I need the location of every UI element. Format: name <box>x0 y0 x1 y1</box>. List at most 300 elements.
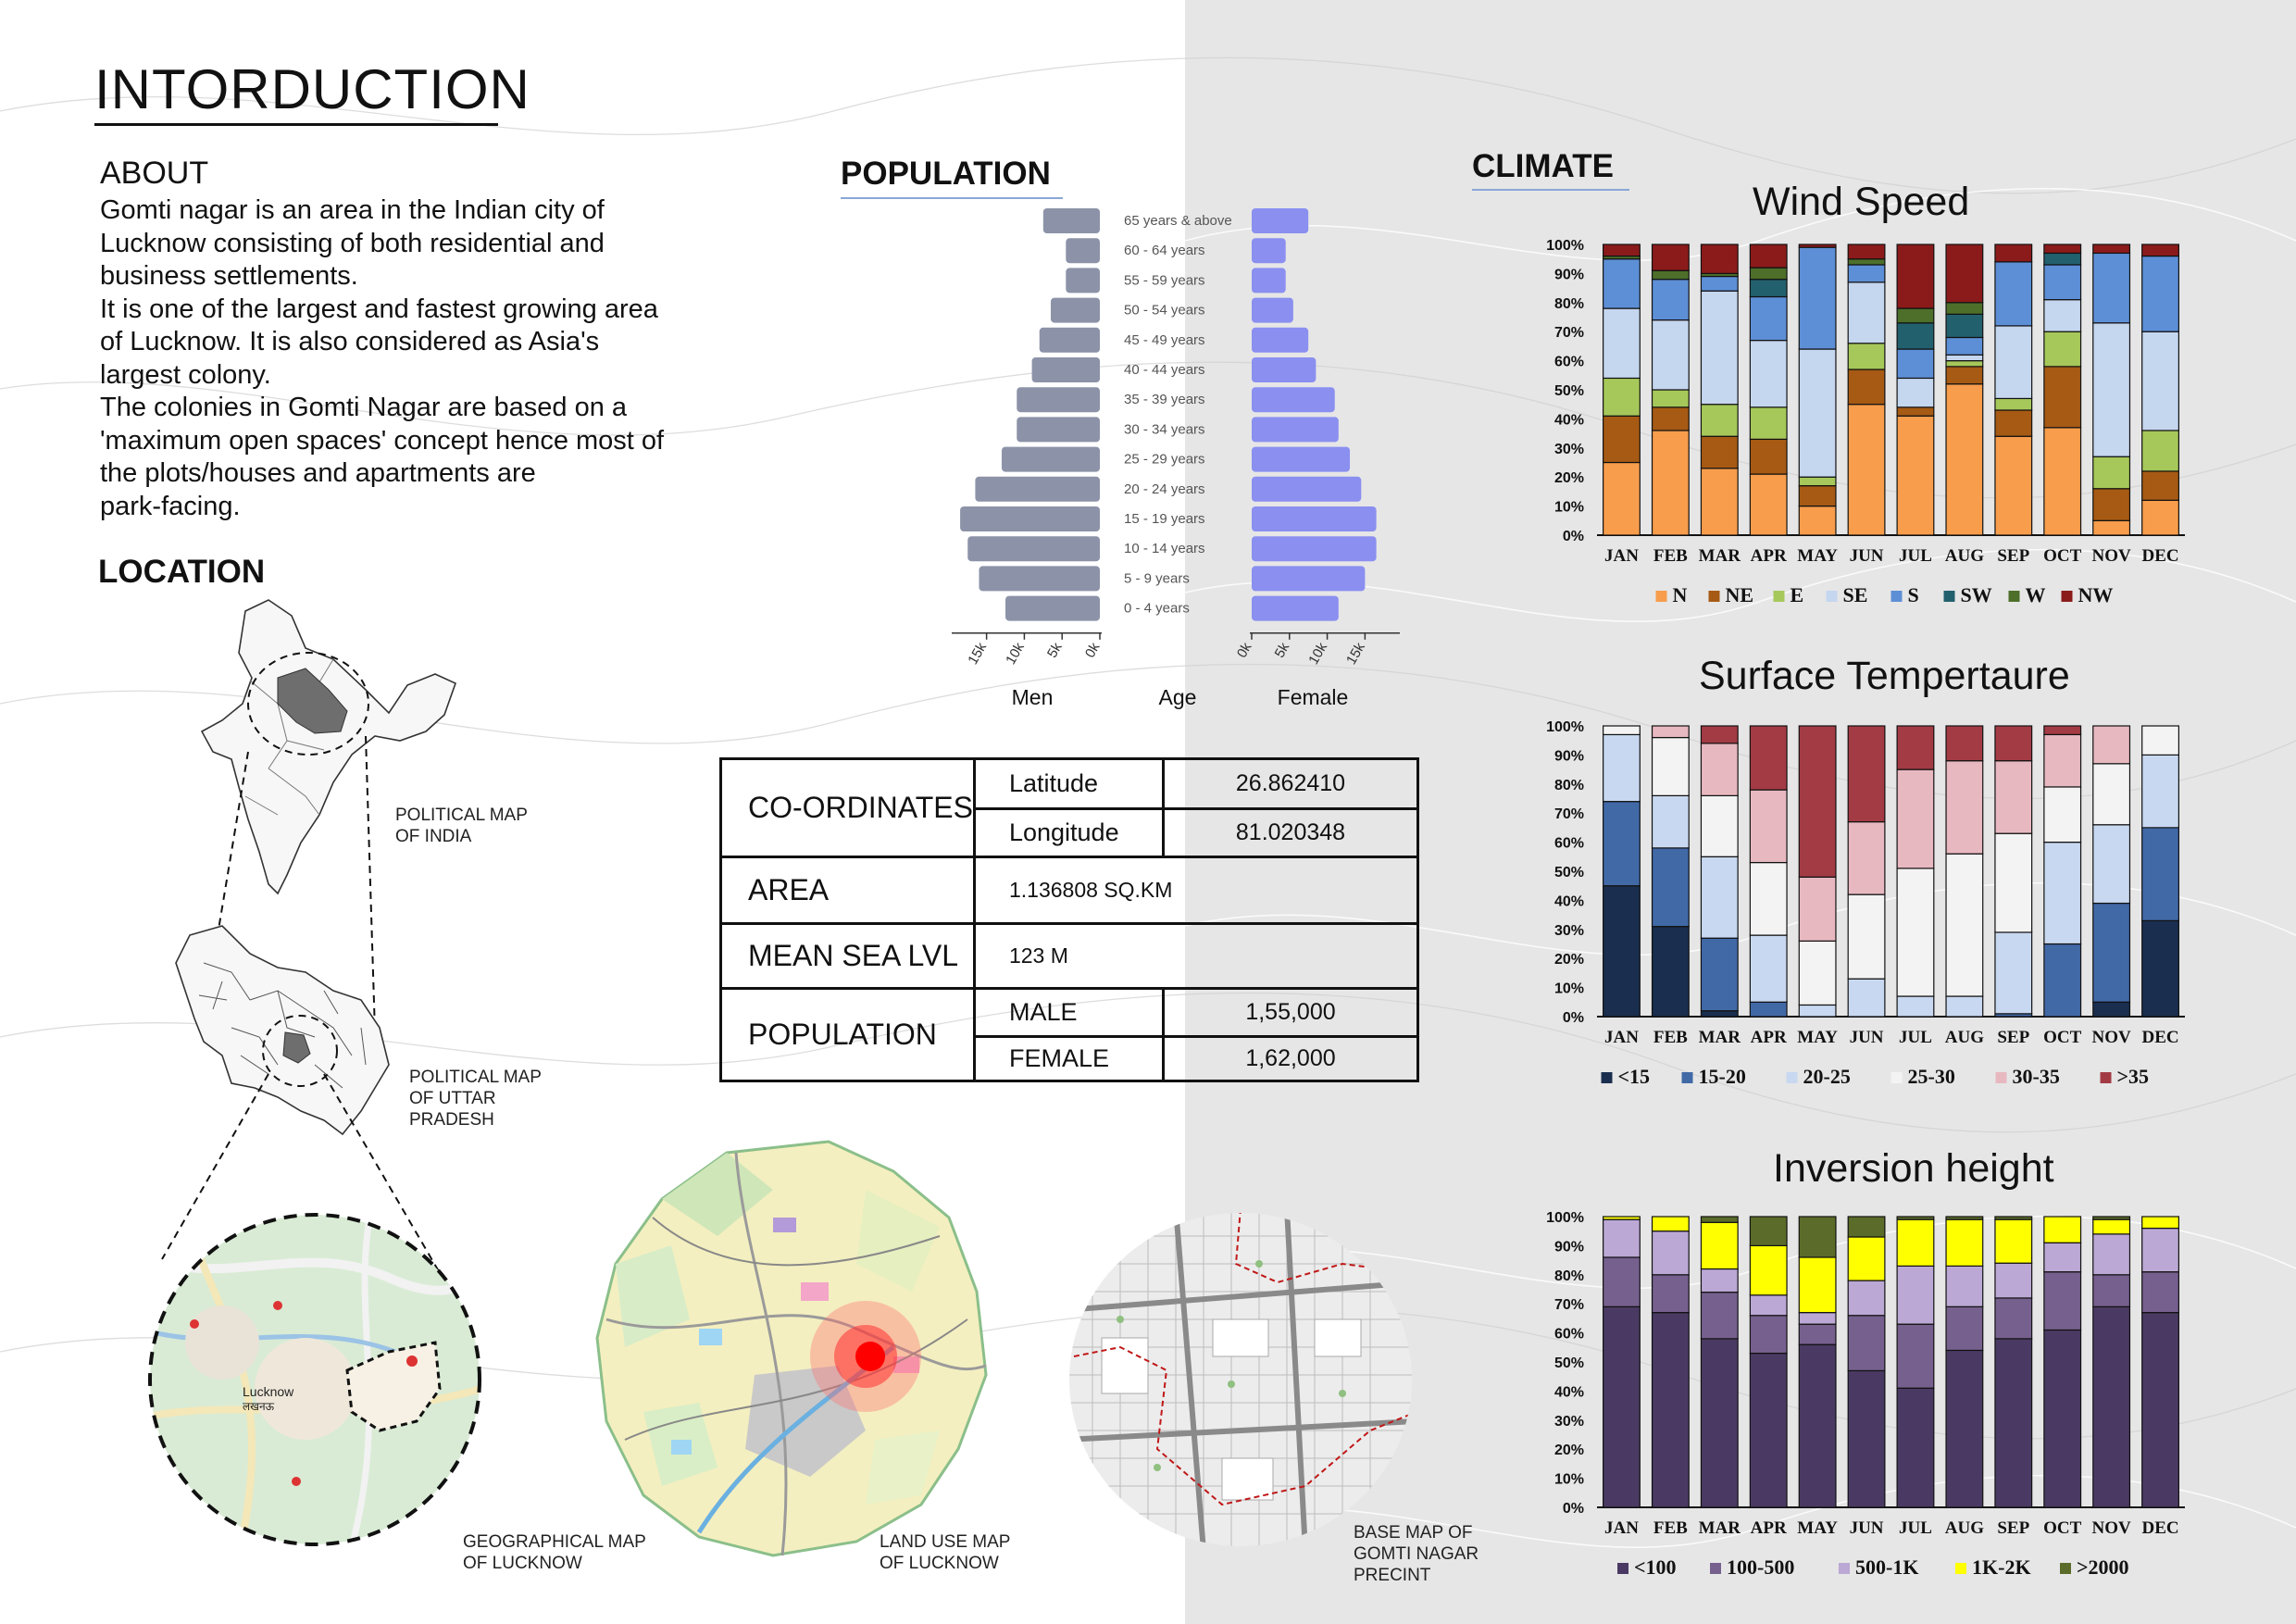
bar-segment <box>1946 726 1983 761</box>
bar-segment <box>1848 259 1885 265</box>
bar-segment <box>2142 1229 2179 1272</box>
bar-segment <box>1603 1219 1641 1257</box>
x-tick-label: MAR <box>1698 1028 1741 1047</box>
y-tick-label: 20% <box>1554 1443 1584 1459</box>
area-value: 1.136808 SQ.KM <box>974 857 1417 924</box>
bar-segment <box>1897 1266 1934 1324</box>
bar-segment <box>1701 938 1738 1011</box>
about-line: Lucknow consisting of both residential and <box>100 228 605 258</box>
bar-segment <box>1701 291 1738 404</box>
bar-segment <box>1897 1217 1934 1219</box>
bar-segment <box>1897 1219 1934 1266</box>
x-tick-label: OCT <box>2043 1518 2082 1538</box>
x-tick-label: SEP <box>1997 1028 2030 1047</box>
bar-segment <box>1750 407 1787 440</box>
about-paragraph <box>100 194 693 523</box>
x-tick-label: APR <box>1750 546 1787 566</box>
legend-swatch <box>1656 591 1667 602</box>
base-map-image <box>1065 1208 1416 1551</box>
bar-segment <box>1897 1388 1934 1507</box>
legend-label: NW <box>2078 583 2114 606</box>
x-tick-label: JAN <box>1603 546 1639 566</box>
label-land-use-map: LAND USE MAP OF LUCKNOW <box>880 1532 1011 1573</box>
bar-segment <box>2044 734 2081 787</box>
bar-segment <box>1799 1257 1836 1313</box>
bar-segment <box>1897 726 1934 769</box>
bar-segment <box>1750 244 1787 268</box>
bar-segment <box>1995 833 2032 932</box>
bar-segment <box>2142 471 2179 500</box>
bar-segment <box>1995 244 2032 262</box>
bar-segment <box>1848 822 1885 895</box>
latitude-label: Latitude <box>974 759 1163 809</box>
mean-sea-level-label: MEAN SEA LVL <box>721 924 975 989</box>
bar-segment <box>2044 1330 2081 1507</box>
bar-segment <box>1946 355 1983 360</box>
surface-temperature-title: Surface Tempertaure <box>1699 654 2070 698</box>
men-bar <box>975 477 1100 502</box>
legend-label: 30-35 <box>2012 1065 2060 1088</box>
population-label: POPULATION <box>721 989 975 1081</box>
bar-segment <box>2142 1272 2179 1313</box>
bar-segment <box>1799 1324 1836 1344</box>
about-line: business settlements. <box>100 261 358 291</box>
bar-segment <box>1848 1316 1885 1371</box>
bar-segment <box>1701 1217 1738 1222</box>
legend-swatch <box>1955 1563 1966 1574</box>
bar-segment <box>1653 795 1690 848</box>
bar-segment <box>1897 378 1934 406</box>
bar-segment <box>1603 1257 1641 1306</box>
bar-segment <box>1701 1269 1738 1293</box>
men-tick-label: 0k <box>1081 640 1104 661</box>
bar-segment <box>1603 734 1641 801</box>
bar-segment <box>1603 726 1641 734</box>
female-bar <box>1252 208 1308 233</box>
bar-segment <box>2142 726 2179 755</box>
bar-segment <box>2093 904 2130 1003</box>
bar-segment <box>2093 253 2130 322</box>
legend-label: 25-30 <box>1907 1065 1955 1088</box>
bar-segment <box>1701 743 1738 796</box>
bar-segment <box>1603 378 1641 416</box>
bar-segment <box>1653 280 1690 320</box>
bar-segment <box>2093 244 2130 253</box>
x-tick-label: AUG <box>1944 546 1984 566</box>
y-tick-label: 10% <box>1554 499 1584 516</box>
x-tick-label: APR <box>1750 1518 1787 1538</box>
bar-segment <box>2142 755 2179 828</box>
y-tick-label: 70% <box>1554 325 1584 342</box>
bar-segment <box>1946 303 1983 315</box>
y-tick-label: 90% <box>1554 1239 1584 1255</box>
area-label: AREA <box>721 857 975 924</box>
bar-segment <box>1995 1339 2032 1507</box>
page-title: INTORDUCTION <box>94 58 530 120</box>
bar-segment <box>2093 489 2130 521</box>
men-bar <box>1066 268 1100 293</box>
men-bar <box>967 536 1100 561</box>
bar-segment <box>1946 761 1983 854</box>
bar-segment <box>1946 1266 1983 1306</box>
x-tick-label: NOV <box>2091 1518 2131 1538</box>
female-bar <box>1252 268 1286 293</box>
bar-segment <box>1897 769 1934 868</box>
label-geographical-map: GEOGRAPHICAL MAP OF LUCKNOW <box>463 1532 646 1573</box>
bar-segment <box>1750 1002 1787 1017</box>
bar-segment <box>1897 407 1934 416</box>
x-tick-label: FEB <box>1653 1028 1688 1047</box>
x-tick-label: OCT <box>2043 546 2082 566</box>
x-tick-label: JUN <box>1849 1518 1884 1538</box>
y-tick-label: 70% <box>1554 1297 1584 1314</box>
location-heading: LOCATION <box>98 554 266 590</box>
bar-segment <box>1750 1295 1787 1316</box>
bar-segment <box>1603 886 1641 1017</box>
y-tick-label: 60% <box>1554 835 1584 852</box>
x-tick-label: MAR <box>1698 1518 1741 1538</box>
age-group-label: 55 - 59 years <box>1124 272 1205 289</box>
bar-segment <box>1995 398 2032 410</box>
about-line: 'maximum open spaces' concept hence most of <box>100 425 665 456</box>
y-tick-label: 90% <box>1554 267 1584 283</box>
bar-segment <box>1701 244 1738 273</box>
population-heading: POPULATION <box>841 156 1051 192</box>
bar-segment <box>1750 1245 1787 1294</box>
age-group-label: 20 - 24 years <box>1124 481 1205 497</box>
age-group-label: 15 - 19 years <box>1124 511 1205 527</box>
bar-segment <box>1848 244 1885 259</box>
legend-label: W <box>2025 583 2046 606</box>
bar-segment <box>2093 1306 2130 1507</box>
bar-segment <box>2044 787 2081 843</box>
bar-segment <box>1799 941 1836 1005</box>
bar-segment <box>1946 1219 1983 1266</box>
legend-swatch <box>2060 1563 2071 1574</box>
bar-segment <box>1897 996 1934 1017</box>
bar-segment <box>1946 244 1983 303</box>
legend-swatch <box>1827 591 1838 602</box>
bar-segment <box>1701 405 1738 437</box>
land-use-map-image <box>588 1134 995 1569</box>
y-tick-label: 80% <box>1554 777 1584 793</box>
y-tick-label: 40% <box>1554 1384 1584 1401</box>
y-tick-label: 100% <box>1546 238 1584 254</box>
bar-segment <box>1848 282 1885 344</box>
age-group-label: 5 - 9 years <box>1124 570 1190 587</box>
about-line: largest colony. <box>100 359 271 390</box>
gomti-nagar-heat-core <box>855 1342 885 1371</box>
bar-segment <box>1701 795 1738 856</box>
x-tick-label: FEB <box>1653 546 1688 566</box>
population-pyramid-chart <box>926 199 1444 727</box>
bar-segment <box>1653 270 1690 279</box>
bar-segment <box>1848 726 1885 822</box>
female-bar <box>1252 328 1308 353</box>
title-underline <box>94 123 498 126</box>
legend-swatch <box>1996 1072 2007 1083</box>
bar-segment <box>1701 1011 1738 1017</box>
bar-segment <box>1653 738 1690 796</box>
female-label: FEMALE <box>974 1037 1163 1081</box>
female-value: 1,62,000 <box>1163 1037 1417 1081</box>
bar-segment <box>1653 1231 1690 1275</box>
bar-segment <box>2044 1217 2081 1243</box>
female-bar <box>1252 447 1350 472</box>
bar-segment <box>1848 344 1885 369</box>
site-info-table <box>719 757 1419 1082</box>
label-political-map-up: POLITICAL MAP OF UTTAR PRADESH <box>409 1068 542 1130</box>
x-tick-label: DEC <box>2141 1028 2179 1047</box>
y-tick-label: 40% <box>1554 893 1584 910</box>
bar-segment <box>1653 726 1690 738</box>
bar-segment <box>1750 268 1787 280</box>
y-tick-label: 100% <box>1546 1210 1584 1226</box>
bar-segment <box>1946 361 1983 367</box>
bar-segment <box>1946 1217 1983 1219</box>
bar-segment <box>1799 1005 1836 1017</box>
bar-segment <box>2142 256 2179 332</box>
bar-segment <box>2093 520 2130 535</box>
legend-label: E <box>1790 583 1804 606</box>
male-label: MALE <box>974 989 1163 1037</box>
surface-temperature-chart <box>1518 713 2203 1102</box>
legend-swatch <box>1839 1563 1850 1574</box>
x-tick-label: APR <box>1750 1028 1787 1047</box>
bar-segment <box>1848 369 1885 405</box>
y-tick-label: 60% <box>1554 354 1584 370</box>
y-tick-label: 50% <box>1554 865 1584 881</box>
about-line: the plots/houses and apartments are <box>100 458 536 488</box>
bar-segment <box>1946 367 1983 384</box>
bar-segment <box>2142 1313 2179 1507</box>
bar-segment <box>1995 436 2032 535</box>
about-line: park-facing. <box>100 491 241 521</box>
legend-swatch <box>2062 591 2073 602</box>
bar-segment <box>1603 1306 1641 1507</box>
bar-segment <box>1701 1339 1738 1507</box>
bar-segment <box>1603 802 1641 886</box>
y-tick-label: 30% <box>1554 922 1584 939</box>
men-bar <box>1051 298 1100 323</box>
female-bar <box>1252 298 1293 323</box>
legend-swatch <box>1787 1072 1798 1083</box>
bar-segment <box>2044 300 2081 332</box>
bar-segment <box>1995 410 2032 436</box>
bar-segment <box>1653 320 1690 390</box>
men-bar <box>979 566 1100 591</box>
bar-segment <box>1946 996 1983 1017</box>
female-bar <box>1252 566 1365 591</box>
mean-sea-level-value: 123 M <box>974 924 1417 989</box>
bar-segment <box>2044 253 2081 265</box>
bar-segment <box>1750 474 1787 535</box>
male-value: 1,55,000 <box>1163 989 1417 1037</box>
men-bar <box>960 506 1100 531</box>
bar-segment <box>2044 1243 2081 1271</box>
bar-segment <box>1603 259 1641 308</box>
y-tick-label: 60% <box>1554 1326 1584 1343</box>
bar-segment <box>1701 277 1738 292</box>
bar-segment <box>2044 265 2081 300</box>
female-bar <box>1252 477 1361 502</box>
bar-segment <box>1848 265 1885 282</box>
age-group-label: 30 - 34 years <box>1124 421 1205 438</box>
bar-segment <box>1750 280 1787 297</box>
men-axis-title: Men <box>1011 685 1054 709</box>
female-tick-label: 15k <box>1343 640 1368 668</box>
x-tick-label: JUL <box>1899 1028 1932 1047</box>
age-group-label: 35 - 39 years <box>1124 392 1205 408</box>
y-tick-label: 50% <box>1554 383 1584 399</box>
wind-speed-chart <box>1518 231 2203 620</box>
bar-segment <box>1995 326 2032 399</box>
bar-segment <box>1848 1237 1885 1280</box>
x-tick-label: JUN <box>1849 1028 1884 1047</box>
bar-segment <box>2093 1217 2130 1219</box>
bar-segment <box>1653 407 1690 431</box>
india-map-outline <box>202 600 455 893</box>
legend-swatch <box>1617 1563 1628 1574</box>
bar-segment <box>1995 761 2032 834</box>
bar-segment <box>1897 416 1934 535</box>
x-tick-label: OCT <box>2043 1028 2082 1047</box>
bar-segment <box>1995 1263 2032 1298</box>
up-map-outline <box>176 926 389 1134</box>
bar-segment <box>1603 416 1641 462</box>
bar-segment <box>1848 405 1885 535</box>
men-tick-label: 15k <box>965 640 991 668</box>
age-group-label: 65 years & above <box>1124 213 1232 229</box>
legend-label: >2000 <box>2077 1555 2129 1579</box>
bar-segment <box>1799 506 1836 535</box>
legend-swatch <box>2101 1072 2112 1083</box>
legend-swatch <box>1682 1072 1693 1083</box>
bar-segment <box>1750 935 1787 1002</box>
bar-segment <box>1995 1217 2032 1219</box>
legend-label: 20-25 <box>1803 1065 1851 1088</box>
bar-segment <box>1995 726 2032 761</box>
bar-segment <box>1603 244 1641 256</box>
female-axis-title: Female <box>1277 685 1349 709</box>
bar-segment <box>1897 244 1934 308</box>
y-tick-label: 90% <box>1554 748 1584 765</box>
legend-label: S <box>1907 583 1919 606</box>
y-tick-label: 10% <box>1554 981 1584 997</box>
longitude-label: Longitude <box>974 809 1163 857</box>
x-tick-label: MAY <box>1797 1028 1838 1047</box>
legend-label: 500-1K <box>1855 1555 1919 1579</box>
bar-segment <box>1946 314 1983 337</box>
y-tick-label: 80% <box>1554 295 1584 312</box>
about-line: It is one of the largest and fastest growing area <box>100 294 658 324</box>
female-bar <box>1252 596 1339 621</box>
men-bar <box>1017 417 1100 442</box>
bar-segment <box>1701 436 1738 468</box>
female-tick-label: 5k <box>1271 640 1293 661</box>
x-tick-label: DEC <box>2141 1518 2179 1538</box>
bar-segment <box>1946 1350 1983 1507</box>
bar-segment <box>1750 439 1787 474</box>
age-group-label: 25 - 29 years <box>1124 451 1205 468</box>
bar-segment <box>1653 927 1690 1017</box>
bar-segment <box>1799 1217 1836 1257</box>
bar-segment <box>1799 244 1836 247</box>
legend-swatch <box>1891 1072 1903 1083</box>
bar-segment <box>2142 920 2179 1017</box>
bar-segment <box>2044 367 2081 428</box>
legend-label: 100-500 <box>1727 1555 1795 1579</box>
legend-label: <15 <box>1617 1065 1651 1088</box>
legend-label: >35 <box>2116 1065 2150 1088</box>
bar-segment <box>1897 1324 1934 1388</box>
men-bar <box>1032 357 1100 382</box>
legend-swatch <box>1891 591 1903 602</box>
bar-segment <box>1653 1217 1690 1231</box>
legend-swatch <box>2009 591 2020 602</box>
x-tick-label: MAR <box>1698 546 1741 566</box>
bar-segment <box>1653 244 1690 270</box>
legend-label: N <box>1672 583 1688 606</box>
legend-label: SE <box>1842 583 1868 606</box>
bar-segment <box>1750 1217 1787 1245</box>
geo-map-city-label: Lucknow <box>243 1384 294 1399</box>
bar-segment <box>1750 863 1787 936</box>
bar-segment <box>1701 468 1738 535</box>
men-bar <box>1002 447 1100 472</box>
legend-label: 1K-2K <box>1972 1555 2031 1579</box>
bar-segment <box>1750 790 1787 863</box>
bar-segment <box>1701 856 1738 938</box>
bar-segment <box>1799 1344 1836 1507</box>
bar-segment <box>2044 944 2081 1018</box>
bar-segment <box>1701 1222 1738 1268</box>
bar-segment <box>2142 244 2179 256</box>
age-group-label: 60 - 64 years <box>1124 243 1205 259</box>
bar-segment <box>2044 331 2081 367</box>
about-heading: ABOUT <box>100 156 209 191</box>
female-tick-label: 0k <box>1233 640 1255 661</box>
x-tick-label: JAN <box>1603 1028 1639 1047</box>
bar-segment <box>1799 349 1836 477</box>
bar-segment <box>1897 323 1934 349</box>
bar-segment <box>1701 726 1738 743</box>
legend-swatch <box>1774 591 1785 602</box>
bar-segment <box>1995 932 2032 1014</box>
y-tick-label: 0% <box>1562 1501 1584 1517</box>
bar-segment <box>2093 456 2130 489</box>
bar-segment <box>1701 1293 1738 1339</box>
bar-segment <box>1848 1280 1885 1316</box>
bar-segment <box>1799 247 1836 349</box>
about-line: The colonies in Gomti Nagar are based on a <box>100 393 628 422</box>
latitude-value: 26.862410 <box>1163 759 1417 809</box>
bar-segment <box>2142 331 2179 431</box>
bar-segment <box>1603 463 1641 536</box>
bar-segment <box>2142 1217 2179 1229</box>
y-tick-label: 30% <box>1554 441 1584 457</box>
bar-segment <box>2093 825 2130 904</box>
x-tick-label: MAY <box>1797 1518 1838 1538</box>
bar-segment <box>1750 297 1787 341</box>
y-tick-label: 50% <box>1554 1355 1584 1371</box>
bar-segment <box>1848 1217 1885 1237</box>
bar-segment <box>1946 337 1983 355</box>
x-tick-label: JAN <box>1603 1518 1639 1538</box>
x-tick-label: JUL <box>1899 546 1932 566</box>
female-bar <box>1252 417 1339 442</box>
bar-segment <box>1603 308 1641 378</box>
